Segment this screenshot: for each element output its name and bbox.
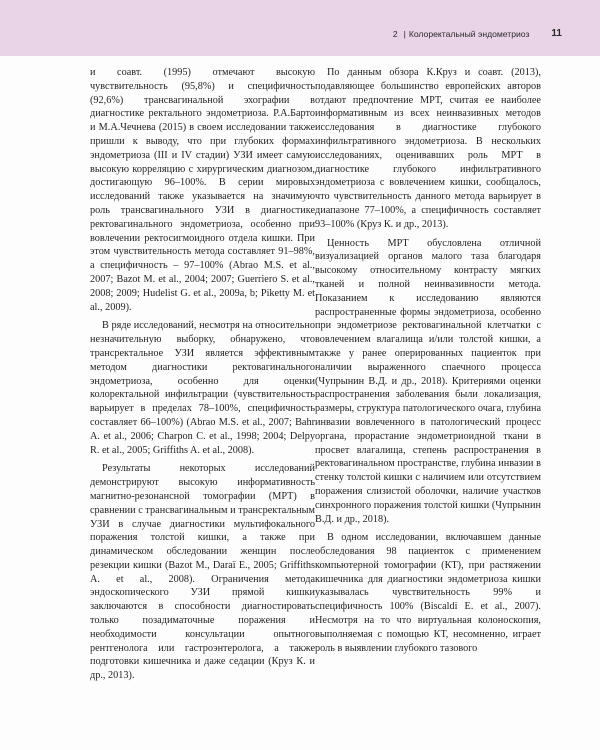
chapter-title: Колоректальный эндометриоз [408, 28, 530, 39]
header-separator: | [403, 28, 406, 39]
left-column [90, 66, 315, 688]
chapter-number: 2 [392, 28, 398, 39]
right-column [315, 66, 541, 660]
paragraph: В одном исследовании, включавшем данные обследования 98 пациенток с применением компьютерной томографии (КТ), при растяжении кишечника для диагностики эндометриоза кишки указывалась чувствительность 99% и специфичность 100% (Biscaldi E. et al., 2007). Несмотря на то что виртуальная колоноскопия, выполняемая с помощью КТ, несомненно, играет роль в выявлении глубокого тазового [315, 532, 541, 654]
page-number: 11 [551, 28, 562, 39]
paragraph: В ряде исследований, несмотря на относительно незначительную выборку, обнаружено, что трансректальное УЗИ является эффективным методом диагностики ректовагинального эндометриоза, особенно для оценки колоректальной инфильтрации (чувствительность варьирует в пределах 78–100%, специфичность составляет 66–100%) (Abrao M.S. et al., 2007; Bahr A. et al., 2006; Charpon C. et al., 1998; 2004; Delpy R. et al., 2005; Griffiths A. et al., 2008). [90, 320, 315, 456]
running-head [393, 28, 562, 39]
paragraph: По данным обзора К.Круз и соавт. (2013), подавляющее большинство европейских авторов отдают предпочтение МРТ, считая ее наиболее информативным из всех неинвазивных методов исследования в диагностике глубокого инфильтративного эндометриоза. В нескольких исследованиях, оценивавших роль МРТ в диагностике глубокого инфильтративного эндометриоза с вовлечением кишки, сообщалось, что чувствительность данного метода варьирует в диапазоне 77–100%, а специфичность составляет 93–100% (Круз К. и др., 2013). [315, 67, 541, 230]
paragraph: и соавт. (1995) отмечают высокую чувствительность (95,8%) и специфичность (92,6%) трансвагинальной эхографии в диагностике ректального эндометриоза. Р.А.Барто и М.А.Чечнева (2015) в своем исследовании также пришли к выводу, что при глубоких формах эндометриоза (III и IV стадии) УЗИ имеет самую высокую корреляцию с хирургическим диагнозом, достигающую 96–100%. В серии мировых исследований также указывается на значимую роль трансвагинального УЗИ в диагностике ректовагинального эндометриоза, особенно при вовлечении ректосигмоидного отдела кишки. При этом чувствительность метода составляет 91–98%, а специфичность – 97–100% (Abrao M.S. et al., 2007; Bazot M. et al., 2004; 2007; Guerriero S. et al., 2008; 2009; Hudelist G. et al., 2009a, b; Piketty M. et al., 2009). [90, 67, 315, 313]
paragraph: Результаты некоторых исследований демонстрируют высокую информативность магнитно-резонансной томографии (МРТ) в сравнении с трансвагинальным и трансректальным УЗИ в случае диагностики мультифокального поражения толстой кишки, а также при динамическом обследовании женщин после резекции кишки (Bazot M., Daraï E., 2005; Griffiths A. et al., 2008). Ограничения метода эндоскопического УЗИ прямой кишки заключаются в способности диагностировать только позадиматочные поражения и необходимости консультации опытного рентгенолога или гастроэнтеролога, а также подготовки кишечника и даже седации (Круз К. и др., 2013). [90, 463, 315, 682]
paragraph: Ценность МРТ обусловлена отличной визуализацией органов малого таза благодаря высокому относительному контрасту мягких тканей и полной неинвазивности метода. Показанием к исследованию являются распространенные формы эндометриоза, особенно при эндометриозе ректовагинальной клетчатки с вовлечением влагалища и/или толстой кишки, а также у ранее оперированных пациенток при наличии выраженного спаечного процесса (Чупрынин В.Д. и др., 2018). Критериями оценки распространения заболевания были локализация, размеры, структура патологического очага, глубина инвазии вовлеченного в патологический процесс органа, прорастание эндометриоидной ткани в просвет влагалища, степень распространения в ректовагинальном пространстве, глубина инвазии в стенку толстой кишки с наличием или отсутствием поражения слизистой оболочки, наличие участков синхронного поражения толстой кишки (Чупрынин В.Д. и др., 2018). [315, 237, 541, 525]
